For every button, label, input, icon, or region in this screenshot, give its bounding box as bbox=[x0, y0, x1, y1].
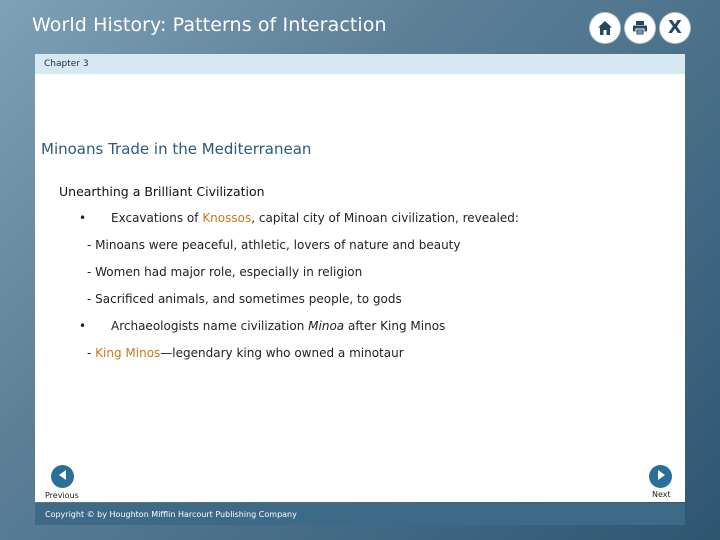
text-segment: Excavations of bbox=[111, 211, 203, 225]
next-label[interactable]: Next bbox=[652, 490, 671, 499]
copyright-text: Copyright © by Houghton Mifflin Harcourt Publishing Company bbox=[45, 510, 297, 519]
text-segment: , capital city of Minoan civilization, revealed: bbox=[251, 211, 519, 225]
app-title: World History: Patterns of Interaction bbox=[32, 14, 387, 36]
text-segment: after King Minos bbox=[344, 319, 446, 333]
previous-button[interactable] bbox=[51, 465, 74, 488]
arrow-right-icon bbox=[655, 468, 667, 486]
dash-line: - Minoans were peaceful, athletic, lovers of nature and beauty bbox=[87, 238, 461, 252]
dash-line: - Women had major role, especially in religion bbox=[87, 265, 363, 279]
bullet-text bbox=[111, 319, 445, 333]
footer-bar bbox=[35, 503, 685, 525]
text-segment: —legendary king who owned a minotaur bbox=[160, 346, 404, 360]
slide-content bbox=[35, 74, 685, 502]
home-icon bbox=[596, 19, 614, 37]
bullet-text bbox=[111, 211, 519, 225]
top-toolbar bbox=[590, 13, 690, 43]
next-button[interactable] bbox=[649, 465, 672, 488]
close-icon: X bbox=[668, 17, 682, 38]
print-icon bbox=[631, 19, 649, 37]
print-button[interactable] bbox=[625, 13, 655, 43]
bullet-icon: • bbox=[79, 319, 87, 333]
italic-minoa: Minoa bbox=[308, 319, 345, 333]
dash-line: - Sacrificed animals, and sometimes people, to gods bbox=[87, 292, 402, 306]
highlight-knossos: Knossos bbox=[202, 211, 252, 225]
home-button[interactable] bbox=[590, 13, 620, 43]
highlight-king-minos: King Minos bbox=[95, 346, 161, 360]
close-button[interactable] bbox=[660, 13, 690, 43]
slide-subheading: Unearthing a Brilliant Civilization bbox=[59, 184, 265, 199]
chapter-label: Chapter 3 bbox=[44, 59, 89, 69]
bullet-icon: • bbox=[79, 211, 87, 225]
title-bar bbox=[0, 0, 720, 54]
previous-label[interactable]: Previous bbox=[45, 491, 79, 500]
text-segment: - bbox=[87, 346, 96, 360]
dash-line-king-minos bbox=[87, 346, 404, 360]
arrow-left-icon bbox=[57, 468, 69, 486]
slide-heading: Minoans Trade in the Mediterranean bbox=[41, 140, 312, 158]
chapter-bar bbox=[35, 54, 685, 74]
text-segment: Archaeologists name civilization bbox=[111, 319, 309, 333]
